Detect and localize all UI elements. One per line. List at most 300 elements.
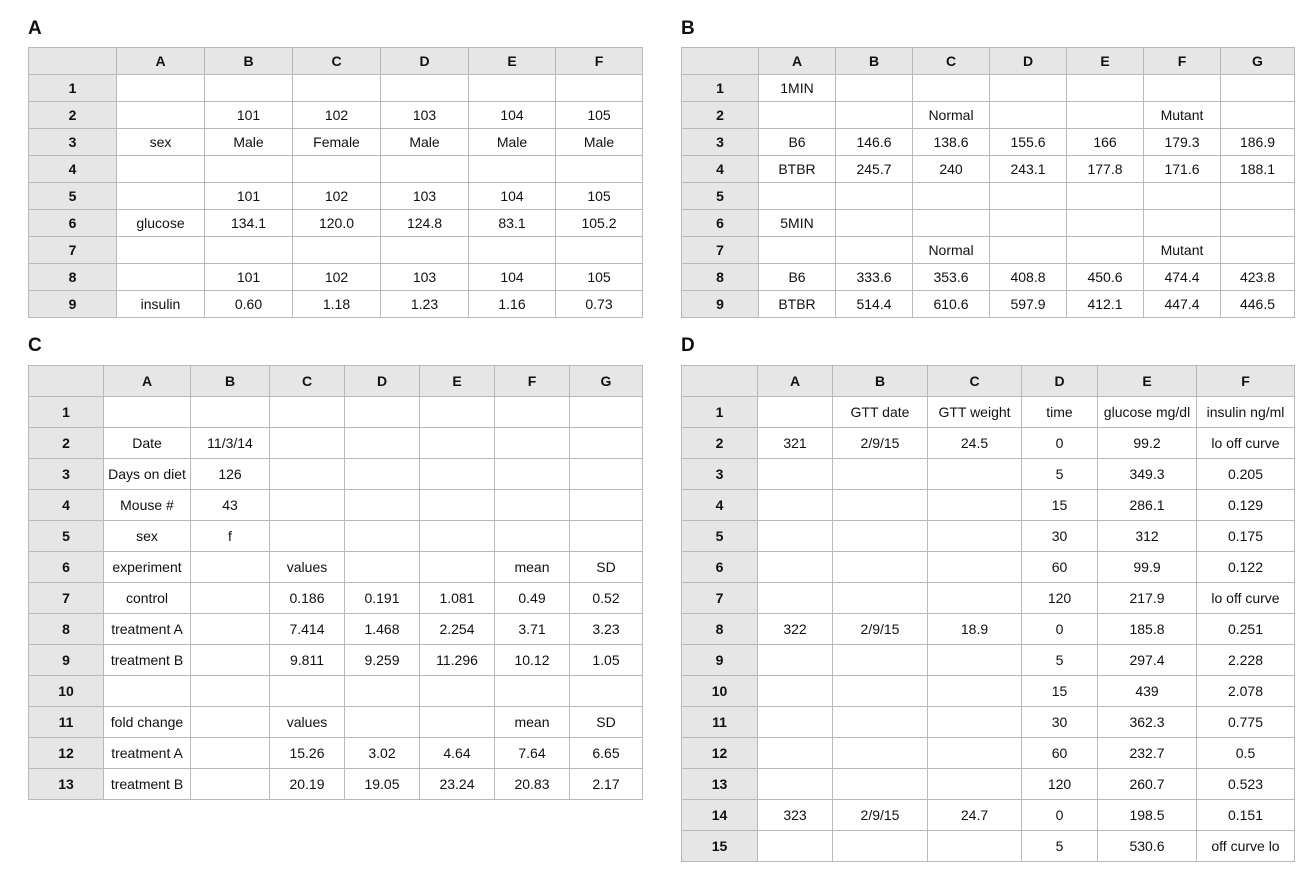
cell: sex (104, 521, 191, 552)
cell (990, 237, 1067, 264)
table-row (682, 831, 1295, 862)
table-row (682, 552, 1295, 583)
cell: 1.23 (381, 291, 469, 318)
cell: 15 (1022, 490, 1098, 521)
cell: 0.5 (1197, 738, 1295, 769)
cell: 15.26 (270, 738, 345, 769)
cell (758, 707, 833, 738)
column-header-row (29, 48, 643, 75)
cell (270, 490, 345, 521)
row-header: 3 (682, 459, 758, 490)
table-row (29, 75, 643, 102)
cell (570, 459, 643, 490)
cell (191, 614, 270, 645)
column-header: E (1067, 48, 1144, 75)
cell (1221, 183, 1295, 210)
cell (1221, 237, 1295, 264)
table-row (29, 738, 643, 769)
cell: 198.5 (1098, 800, 1197, 831)
cell: 232.7 (1098, 738, 1197, 769)
cell: 2.17 (570, 769, 643, 800)
cell (928, 552, 1022, 583)
cell (1067, 102, 1144, 129)
cell (1221, 102, 1295, 129)
table-row (29, 129, 643, 156)
cell: BTBR (759, 156, 836, 183)
cell: treatment A (104, 614, 191, 645)
cell: 102 (293, 102, 381, 129)
cell (570, 428, 643, 459)
table-row (682, 397, 1295, 428)
cell (420, 490, 495, 521)
cell: 124.8 (381, 210, 469, 237)
cell: mean (495, 707, 570, 738)
row-header: 1 (29, 75, 117, 102)
table-row (29, 552, 643, 583)
cell: 126 (191, 459, 270, 490)
cell (345, 707, 420, 738)
cell (191, 397, 270, 428)
cell: 2.228 (1197, 645, 1295, 676)
cell (836, 237, 913, 264)
cell (345, 490, 420, 521)
row-header: 11 (29, 707, 104, 738)
cell (836, 210, 913, 237)
cell (191, 738, 270, 769)
column-header: G (1221, 48, 1295, 75)
cell: Normal (913, 237, 990, 264)
table-row (29, 490, 643, 521)
cell: 101 (205, 183, 293, 210)
column-header: A (104, 366, 191, 397)
spreadsheet-a (28, 47, 643, 318)
cell (928, 831, 1022, 862)
row-header: 3 (29, 459, 104, 490)
cell: f (191, 521, 270, 552)
row-header: 6 (29, 210, 117, 237)
cell: 514.4 (836, 291, 913, 318)
cell (381, 156, 469, 183)
table-row (682, 800, 1295, 831)
cell: B6 (759, 264, 836, 291)
cell (270, 676, 345, 707)
column-header-row (29, 366, 643, 397)
cell: 171.6 (1144, 156, 1221, 183)
spreadsheet-b (681, 47, 1295, 318)
cell: 103 (381, 102, 469, 129)
table-row (682, 264, 1295, 291)
cell: Mouse # (104, 490, 191, 521)
cell: 5 (1022, 645, 1098, 676)
table-row (682, 237, 1295, 264)
table-row (682, 738, 1295, 769)
cell: 610.6 (913, 291, 990, 318)
cell (556, 75, 643, 102)
cell (913, 210, 990, 237)
cell (1067, 237, 1144, 264)
cell (570, 521, 643, 552)
table-row (682, 428, 1295, 459)
table-row (682, 102, 1295, 129)
spreadsheet-c (28, 365, 643, 800)
cell (293, 75, 381, 102)
cell (758, 738, 833, 769)
cell: 177.8 (1067, 156, 1144, 183)
cell (833, 645, 928, 676)
cell (205, 75, 293, 102)
cell: 4.64 (420, 738, 495, 769)
table-row (29, 237, 643, 264)
column-header: B (833, 366, 928, 397)
cell: 2.254 (420, 614, 495, 645)
cell (833, 583, 928, 614)
cell (420, 397, 495, 428)
table-row (29, 397, 643, 428)
panel-label-b: B (681, 18, 695, 39)
cell: 423.8 (1221, 264, 1295, 291)
cell: 188.1 (1221, 156, 1295, 183)
row-header: 7 (682, 583, 758, 614)
cell (117, 237, 205, 264)
cell (205, 156, 293, 183)
cell: 15 (1022, 676, 1098, 707)
cell (758, 552, 833, 583)
cell: Mutant (1144, 237, 1221, 264)
cell: 7.64 (495, 738, 570, 769)
cell: 99.9 (1098, 552, 1197, 583)
cell (270, 521, 345, 552)
table-row (682, 707, 1295, 738)
cell: Normal (913, 102, 990, 129)
cell: Male (556, 129, 643, 156)
cell: 20.19 (270, 769, 345, 800)
cell (570, 397, 643, 428)
row-header: 12 (682, 738, 758, 769)
cell (381, 237, 469, 264)
cell: Female (293, 129, 381, 156)
row-header: 2 (682, 102, 759, 129)
cell: 60 (1022, 552, 1098, 583)
cell: 1MIN (759, 75, 836, 102)
cell (928, 521, 1022, 552)
cell: 83.1 (469, 210, 556, 237)
row-header: 6 (682, 552, 758, 583)
table-row (29, 264, 643, 291)
cell (191, 583, 270, 614)
cell (104, 676, 191, 707)
column-header: G (570, 366, 643, 397)
corner-cell (29, 366, 104, 397)
cell (928, 769, 1022, 800)
cell: 1.468 (345, 614, 420, 645)
row-header: 5 (682, 521, 758, 552)
cell: 18.9 (928, 614, 1022, 645)
row-header: 2 (29, 102, 117, 129)
row-header: 13 (29, 769, 104, 800)
table-row (682, 291, 1295, 318)
table-row (29, 769, 643, 800)
cell: 166 (1067, 129, 1144, 156)
cell: 260.7 (1098, 769, 1197, 800)
cell: 349.3 (1098, 459, 1197, 490)
cell: 530.6 (1098, 831, 1197, 862)
cell (990, 75, 1067, 102)
cell: time (1022, 397, 1098, 428)
cell: 2/9/15 (833, 428, 928, 459)
cell (1221, 210, 1295, 237)
row-header: 2 (29, 428, 104, 459)
cell (836, 102, 913, 129)
row-header: 11 (682, 707, 758, 738)
cell (420, 676, 495, 707)
cell (191, 645, 270, 676)
cell: sex (117, 129, 205, 156)
table-row (29, 583, 643, 614)
cell (420, 428, 495, 459)
cell: 102 (293, 183, 381, 210)
row-header: 10 (29, 676, 104, 707)
cell: Male (469, 129, 556, 156)
column-header: A (758, 366, 833, 397)
cell: 1.18 (293, 291, 381, 318)
cell (469, 237, 556, 264)
row-header: 4 (29, 490, 104, 521)
cell: 23.24 (420, 769, 495, 800)
row-header: 12 (29, 738, 104, 769)
cell (758, 521, 833, 552)
cell: 11.296 (420, 645, 495, 676)
cell (495, 397, 570, 428)
cell: 102 (293, 264, 381, 291)
cell: 2.078 (1197, 676, 1295, 707)
cell: GTT date (833, 397, 928, 428)
row-header: 9 (682, 645, 758, 676)
row-header: 9 (29, 645, 104, 676)
cell (1067, 210, 1144, 237)
row-header: 7 (29, 583, 104, 614)
cell (758, 397, 833, 428)
cell: Male (381, 129, 469, 156)
cell: Mutant (1144, 102, 1221, 129)
cell: SD (570, 552, 643, 583)
cell: values (270, 552, 345, 583)
cell: 333.6 (836, 264, 913, 291)
cell: 103 (381, 264, 469, 291)
cell: 11/3/14 (191, 428, 270, 459)
cell (833, 831, 928, 862)
cell: 474.4 (1144, 264, 1221, 291)
cell: 105 (556, 102, 643, 129)
table-row (682, 75, 1295, 102)
cell (833, 459, 928, 490)
panel-label-d: D (681, 335, 695, 356)
cell (469, 156, 556, 183)
cell: Male (205, 129, 293, 156)
row-header: 3 (682, 129, 759, 156)
table-row (29, 707, 643, 738)
cell (420, 459, 495, 490)
cell (928, 583, 1022, 614)
cell: 323 (758, 800, 833, 831)
cell (1067, 183, 1144, 210)
cell (759, 102, 836, 129)
cell (759, 237, 836, 264)
cell (345, 676, 420, 707)
table-row (29, 183, 643, 210)
row-header: 4 (29, 156, 117, 183)
cell: experiment (104, 552, 191, 583)
cell (495, 428, 570, 459)
cell (117, 264, 205, 291)
cell (345, 552, 420, 583)
cell: 0 (1022, 614, 1098, 645)
cell: 447.4 (1144, 291, 1221, 318)
cell: 2/9/15 (833, 800, 928, 831)
cell: 353.6 (913, 264, 990, 291)
cell (928, 490, 1022, 521)
cell: 412.1 (1067, 291, 1144, 318)
cell (420, 521, 495, 552)
cell: 0.73 (556, 291, 643, 318)
cell: 43 (191, 490, 270, 521)
cell (495, 676, 570, 707)
cell: 20.83 (495, 769, 570, 800)
row-header: 8 (29, 264, 117, 291)
cell (270, 428, 345, 459)
cell: insulin ng/ml (1197, 397, 1295, 428)
cell: 10.12 (495, 645, 570, 676)
cell: 245.7 (836, 156, 913, 183)
cell: 185.8 (1098, 614, 1197, 645)
table-row (682, 521, 1295, 552)
table-row (29, 521, 643, 552)
cell: 24.5 (928, 428, 1022, 459)
cell: 312 (1098, 521, 1197, 552)
cell: 105 (556, 183, 643, 210)
cell (345, 521, 420, 552)
cell (928, 738, 1022, 769)
cell (913, 75, 990, 102)
row-header: 10 (682, 676, 758, 707)
cell (293, 237, 381, 264)
cell (117, 183, 205, 210)
column-header: F (495, 366, 570, 397)
column-header: D (1022, 366, 1098, 397)
cell (270, 459, 345, 490)
cell: 99.2 (1098, 428, 1197, 459)
column-header: B (205, 48, 293, 75)
cell: SD (570, 707, 643, 738)
column-header: C (913, 48, 990, 75)
cell: fold change (104, 707, 191, 738)
cell (381, 75, 469, 102)
cell: 5 (1022, 459, 1098, 490)
table-row (682, 583, 1295, 614)
cell (833, 769, 928, 800)
cell (833, 490, 928, 521)
row-header: 1 (682, 75, 759, 102)
cell (495, 459, 570, 490)
cell: 1.16 (469, 291, 556, 318)
row-header: 2 (682, 428, 758, 459)
cell: off curve lo (1197, 831, 1295, 862)
cell (570, 490, 643, 521)
table-row (682, 676, 1295, 707)
cell: 101 (205, 102, 293, 129)
cell: 321 (758, 428, 833, 459)
cell: 138.6 (913, 129, 990, 156)
cell: 3.02 (345, 738, 420, 769)
cell: 597.9 (990, 291, 1067, 318)
column-header: F (1144, 48, 1221, 75)
cell: 439 (1098, 676, 1197, 707)
table-row (29, 676, 643, 707)
cell (1144, 210, 1221, 237)
cell: 0.175 (1197, 521, 1295, 552)
cell (420, 707, 495, 738)
cell (928, 707, 1022, 738)
cell: 0.151 (1197, 800, 1295, 831)
column-header: C (270, 366, 345, 397)
column-header-row (682, 48, 1295, 75)
cell: 240 (913, 156, 990, 183)
row-header: 3 (29, 129, 117, 156)
cell (345, 428, 420, 459)
cell (469, 75, 556, 102)
table-row (29, 428, 643, 459)
cell (556, 237, 643, 264)
cell (191, 676, 270, 707)
cell (836, 75, 913, 102)
cell: 243.1 (990, 156, 1067, 183)
cell (495, 490, 570, 521)
cell: B6 (759, 129, 836, 156)
cell: glucose mg/dl (1098, 397, 1197, 428)
row-header: 5 (29, 183, 117, 210)
cell: 450.6 (1067, 264, 1144, 291)
cell: 2/9/15 (833, 614, 928, 645)
row-header: 1 (682, 397, 758, 428)
cell: 30 (1022, 707, 1098, 738)
table-row (682, 210, 1295, 237)
cell (117, 75, 205, 102)
cell: 1.081 (420, 583, 495, 614)
cell (913, 183, 990, 210)
cell (990, 210, 1067, 237)
cell: values (270, 707, 345, 738)
cell: 0.775 (1197, 707, 1295, 738)
column-header: E (1098, 366, 1197, 397)
cell: lo off curve (1197, 428, 1295, 459)
cell: GTT weight (928, 397, 1022, 428)
cell: mean (495, 552, 570, 583)
corner-cell (682, 48, 759, 75)
cell: 7.414 (270, 614, 345, 645)
cell (345, 459, 420, 490)
cell (570, 676, 643, 707)
cell: 0.186 (270, 583, 345, 614)
column-header: F (1197, 366, 1295, 397)
row-header: 9 (29, 291, 117, 318)
cell: insulin (117, 291, 205, 318)
row-header: 15 (682, 831, 758, 862)
row-header: 5 (682, 183, 759, 210)
row-header: 9 (682, 291, 759, 318)
cell (758, 676, 833, 707)
row-header: 1 (29, 397, 104, 428)
row-header: 6 (682, 210, 759, 237)
cell: 101 (205, 264, 293, 291)
